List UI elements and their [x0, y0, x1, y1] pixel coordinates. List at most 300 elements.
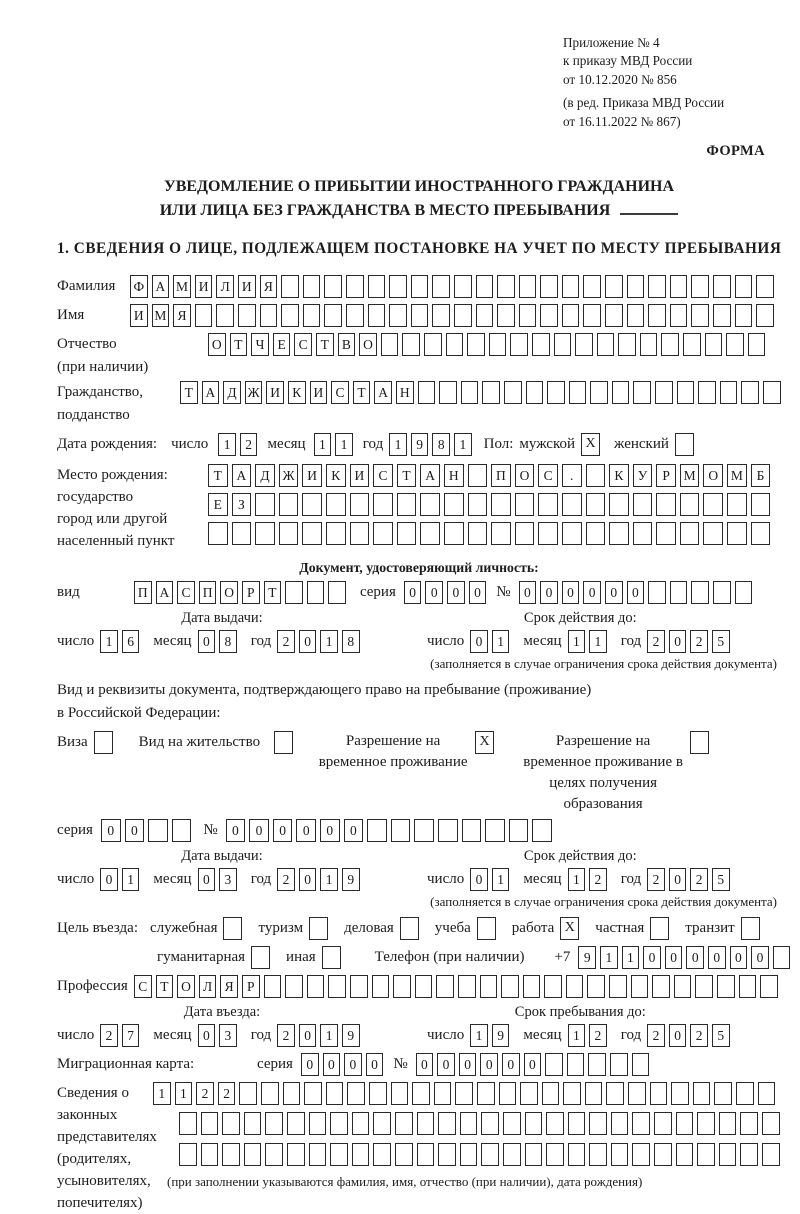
- char-cell[interactable]: [491, 522, 511, 545]
- char-cell[interactable]: [279, 522, 299, 545]
- char-cell[interactable]: [434, 1082, 452, 1105]
- char-cell[interactable]: 0: [198, 868, 216, 891]
- char-cell[interactable]: [583, 275, 601, 298]
- char-cell[interactable]: М: [727, 464, 747, 487]
- char-cell[interactable]: 0: [524, 1053, 542, 1076]
- char-cell[interactable]: К: [326, 464, 346, 487]
- char-cell[interactable]: О: [359, 333, 377, 356]
- char-cell[interactable]: [260, 304, 278, 327]
- char-cell[interactable]: 0: [437, 1053, 455, 1076]
- char-cell[interactable]: А: [156, 581, 174, 604]
- char-cell[interactable]: [720, 381, 738, 404]
- char-cell[interactable]: [446, 333, 464, 356]
- char-cell[interactable]: С: [538, 464, 558, 487]
- char-cell[interactable]: [346, 275, 364, 298]
- char-cell[interactable]: [402, 333, 420, 356]
- char-cell[interactable]: [756, 304, 774, 327]
- char-cell[interactable]: [519, 304, 537, 327]
- char-cell[interactable]: 0: [470, 868, 488, 891]
- char-cell[interactable]: [438, 1143, 456, 1166]
- char-cell[interactable]: [587, 975, 605, 998]
- char-cell[interactable]: [654, 1112, 672, 1135]
- char-cell[interactable]: [458, 975, 476, 998]
- char-cell[interactable]: [328, 581, 346, 604]
- char-cell[interactable]: [661, 333, 679, 356]
- char-cell[interactable]: [432, 304, 450, 327]
- char-cell[interactable]: 0: [669, 1024, 687, 1047]
- char-cell[interactable]: [411, 304, 429, 327]
- char-cell[interactable]: 0: [366, 1053, 384, 1076]
- char-cell[interactable]: [352, 1112, 370, 1135]
- char-cell[interactable]: [489, 333, 507, 356]
- char-cell[interactable]: [540, 275, 558, 298]
- char-cell[interactable]: [526, 381, 544, 404]
- char-cell[interactable]: 0: [751, 946, 769, 969]
- char-cell[interactable]: [491, 493, 511, 516]
- char-cell[interactable]: 1: [218, 433, 236, 456]
- char-cell[interactable]: [389, 275, 407, 298]
- char-cell[interactable]: Е: [208, 493, 228, 516]
- char-cell[interactable]: [179, 1143, 197, 1166]
- char-cell[interactable]: [195, 304, 213, 327]
- char-cell[interactable]: [763, 381, 781, 404]
- char-cell[interactable]: [265, 1143, 283, 1166]
- char-cell[interactable]: П: [199, 581, 217, 604]
- char-cell[interactable]: [287, 1112, 305, 1135]
- char-cell[interactable]: 8: [432, 433, 450, 456]
- char-cell[interactable]: [324, 275, 342, 298]
- char-cell[interactable]: [735, 581, 753, 604]
- char-cell[interactable]: 0: [669, 630, 687, 653]
- char-cell[interactable]: [510, 333, 528, 356]
- char-cell[interactable]: [632, 1143, 650, 1166]
- char-cell[interactable]: [287, 1143, 305, 1166]
- char-cell[interactable]: И: [350, 464, 370, 487]
- char-cell[interactable]: [480, 975, 498, 998]
- char-cell[interactable]: [677, 381, 695, 404]
- char-cell[interactable]: [705, 333, 723, 356]
- char-cell[interactable]: Т: [208, 464, 228, 487]
- char-cell[interactable]: [481, 1143, 499, 1166]
- char-cell[interactable]: [148, 819, 168, 842]
- char-cell[interactable]: [590, 381, 608, 404]
- char-cell[interactable]: [703, 493, 723, 516]
- char-cell[interactable]: 1: [389, 433, 407, 456]
- char-cell[interactable]: [583, 304, 601, 327]
- char-cell[interactable]: [546, 1112, 564, 1135]
- char-cell[interactable]: [589, 1143, 607, 1166]
- char-cell[interactable]: А: [232, 464, 252, 487]
- char-cell[interactable]: [172, 819, 192, 842]
- char-cell[interactable]: [468, 522, 488, 545]
- char-cell[interactable]: [683, 333, 701, 356]
- char-cell[interactable]: О: [703, 464, 723, 487]
- char-cell[interactable]: [585, 1082, 603, 1105]
- visa-checkbox[interactable]: [94, 731, 113, 754]
- char-cell[interactable]: 1: [314, 433, 332, 456]
- char-cell[interactable]: [420, 522, 440, 545]
- char-cell[interactable]: [279, 493, 299, 516]
- char-cell[interactable]: [222, 1112, 240, 1135]
- char-cell[interactable]: [735, 275, 753, 298]
- char-cell[interactable]: А: [152, 275, 170, 298]
- char-cell[interactable]: [330, 1112, 348, 1135]
- char-cell[interactable]: [439, 381, 457, 404]
- char-cell[interactable]: Н: [396, 381, 414, 404]
- char-cell[interactable]: Т: [316, 333, 334, 356]
- char-cell[interactable]: 9: [411, 433, 429, 456]
- char-cell[interactable]: [420, 493, 440, 516]
- char-cell[interactable]: [476, 304, 494, 327]
- char-cell[interactable]: [303, 304, 321, 327]
- char-cell[interactable]: 2: [690, 1024, 708, 1047]
- char-cell[interactable]: 8: [342, 630, 360, 653]
- char-cell[interactable]: [740, 1143, 758, 1166]
- char-cell[interactable]: [239, 1082, 257, 1105]
- char-cell[interactable]: [326, 1082, 344, 1105]
- char-cell[interactable]: [216, 304, 234, 327]
- char-cell[interactable]: [545, 1053, 563, 1076]
- char-cell[interactable]: [627, 304, 645, 327]
- char-cell[interactable]: [586, 493, 606, 516]
- char-cell[interactable]: [432, 275, 450, 298]
- char-cell[interactable]: [568, 1112, 586, 1135]
- char-cell[interactable]: [326, 493, 346, 516]
- char-cell[interactable]: [369, 1082, 387, 1105]
- char-cell[interactable]: 6: [122, 630, 140, 653]
- char-cell[interactable]: [697, 1143, 715, 1166]
- char-cell[interactable]: [444, 522, 464, 545]
- char-cell[interactable]: [395, 1112, 413, 1135]
- char-cell[interactable]: 0: [299, 1024, 317, 1047]
- char-cell[interactable]: [238, 304, 256, 327]
- char-cell[interactable]: [609, 522, 629, 545]
- char-cell[interactable]: 0: [301, 1053, 319, 1076]
- char-cell[interactable]: Н: [444, 464, 464, 487]
- char-cell[interactable]: .: [562, 464, 582, 487]
- char-cell[interactable]: [562, 275, 580, 298]
- char-cell[interactable]: О: [220, 581, 238, 604]
- char-cell[interactable]: 3: [219, 868, 237, 891]
- char-cell[interactable]: Т: [264, 581, 282, 604]
- edu-permit-checkbox[interactable]: [690, 731, 709, 754]
- char-cell[interactable]: [588, 1053, 606, 1076]
- char-cell[interactable]: [611, 1112, 629, 1135]
- char-cell[interactable]: И: [310, 381, 328, 404]
- char-cell[interactable]: [691, 275, 709, 298]
- char-cell[interactable]: В: [338, 333, 356, 356]
- char-cell[interactable]: [244, 1112, 262, 1135]
- char-cell[interactable]: 0: [404, 581, 422, 604]
- char-cell[interactable]: Е: [273, 333, 291, 356]
- char-cell[interactable]: 0: [519, 581, 537, 604]
- char-cell[interactable]: [391, 1082, 409, 1105]
- char-cell[interactable]: С: [373, 464, 393, 487]
- char-cell[interactable]: [540, 304, 558, 327]
- char-cell[interactable]: 2: [589, 868, 607, 891]
- char-cell[interactable]: [477, 1082, 495, 1105]
- char-cell[interactable]: [627, 275, 645, 298]
- char-cell[interactable]: [515, 493, 535, 516]
- char-cell[interactable]: [680, 493, 700, 516]
- char-cell[interactable]: [605, 275, 623, 298]
- char-cell[interactable]: 2: [690, 868, 708, 891]
- char-cell[interactable]: [538, 493, 558, 516]
- char-cell[interactable]: [562, 522, 582, 545]
- char-cell[interactable]: [201, 1112, 219, 1135]
- char-cell[interactable]: 0: [344, 1053, 362, 1076]
- char-cell[interactable]: [525, 1112, 543, 1135]
- char-cell[interactable]: [281, 275, 299, 298]
- char-cell[interactable]: Л: [216, 275, 234, 298]
- char-cell[interactable]: [523, 975, 541, 998]
- char-cell[interactable]: [397, 522, 417, 545]
- char-cell[interactable]: [330, 1143, 348, 1166]
- char-cell[interactable]: [503, 1112, 521, 1135]
- char-cell[interactable]: Р: [656, 464, 676, 487]
- char-cell[interactable]: [680, 522, 700, 545]
- char-cell[interactable]: [751, 522, 771, 545]
- char-cell[interactable]: [504, 381, 522, 404]
- char-cell[interactable]: [760, 975, 778, 998]
- char-cell[interactable]: [373, 1143, 391, 1166]
- char-cell[interactable]: [307, 581, 325, 604]
- char-cell[interactable]: [633, 522, 653, 545]
- char-cell[interactable]: 0: [226, 819, 246, 842]
- char-cell[interactable]: 1: [454, 433, 472, 456]
- char-cell[interactable]: [717, 975, 735, 998]
- char-cell[interactable]: А: [420, 464, 440, 487]
- char-cell[interactable]: [611, 1143, 629, 1166]
- char-cell[interactable]: [656, 522, 676, 545]
- char-cell[interactable]: [697, 1112, 715, 1135]
- char-cell[interactable]: [554, 333, 572, 356]
- char-cell[interactable]: Д: [255, 464, 275, 487]
- char-cell[interactable]: [563, 1082, 581, 1105]
- char-cell[interactable]: [309, 1143, 327, 1166]
- char-cell[interactable]: [597, 333, 615, 356]
- char-cell[interactable]: 2: [589, 1024, 607, 1047]
- purpose-other-checkbox[interactable]: [322, 946, 341, 969]
- char-cell[interactable]: 2: [647, 1024, 665, 1047]
- char-cell[interactable]: [566, 975, 584, 998]
- char-cell[interactable]: [373, 1112, 391, 1135]
- char-cell[interactable]: Л: [199, 975, 217, 998]
- char-cell[interactable]: Я: [260, 275, 278, 298]
- char-cell[interactable]: [395, 1143, 413, 1166]
- char-cell[interactable]: [454, 275, 472, 298]
- char-cell[interactable]: [201, 1143, 219, 1166]
- char-cell[interactable]: [713, 275, 731, 298]
- char-cell[interactable]: [568, 1143, 586, 1166]
- char-cell[interactable]: [628, 1082, 646, 1105]
- char-cell[interactable]: [417, 1112, 435, 1135]
- char-cell[interactable]: 1: [335, 433, 353, 456]
- char-cell[interactable]: [542, 1082, 560, 1105]
- char-cell[interactable]: [713, 581, 731, 604]
- char-cell[interactable]: 1: [122, 868, 140, 891]
- char-cell[interactable]: [499, 1082, 517, 1105]
- char-cell[interactable]: [467, 333, 485, 356]
- char-cell[interactable]: [569, 381, 587, 404]
- char-cell[interactable]: [618, 333, 636, 356]
- char-cell[interactable]: 0: [540, 581, 558, 604]
- char-cell[interactable]: [444, 493, 464, 516]
- char-cell[interactable]: 2: [277, 1024, 295, 1047]
- char-cell[interactable]: [610, 1053, 628, 1076]
- char-cell[interactable]: [303, 275, 321, 298]
- purpose-business-checkbox[interactable]: [223, 917, 242, 940]
- char-cell[interactable]: [562, 493, 582, 516]
- char-cell[interactable]: 0: [686, 946, 704, 969]
- char-cell[interactable]: [648, 581, 666, 604]
- char-cell[interactable]: [719, 1143, 737, 1166]
- char-cell[interactable]: 0: [669, 868, 687, 891]
- char-cell[interactable]: [719, 1112, 737, 1135]
- char-cell[interactable]: 1: [600, 946, 618, 969]
- char-cell[interactable]: [544, 975, 562, 998]
- char-cell[interactable]: [727, 493, 747, 516]
- char-cell[interactable]: [698, 381, 716, 404]
- char-cell[interactable]: 1: [470, 1024, 488, 1047]
- char-cell[interactable]: [373, 522, 393, 545]
- char-cell[interactable]: О: [515, 464, 535, 487]
- char-cell[interactable]: П: [134, 581, 152, 604]
- char-cell[interactable]: [727, 522, 747, 545]
- char-cell[interactable]: 0: [627, 581, 645, 604]
- char-cell[interactable]: 0: [320, 819, 340, 842]
- char-cell[interactable]: Т: [353, 381, 371, 404]
- char-cell[interactable]: [515, 522, 535, 545]
- char-cell[interactable]: [283, 1082, 301, 1105]
- char-cell[interactable]: [751, 493, 771, 516]
- char-cell[interactable]: 0: [502, 1053, 520, 1076]
- char-cell[interactable]: [714, 1082, 732, 1105]
- char-cell[interactable]: П: [491, 464, 511, 487]
- char-cell[interactable]: 1: [568, 868, 586, 891]
- char-cell[interactable]: И: [302, 464, 322, 487]
- purpose-study-checkbox[interactable]: [477, 917, 496, 940]
- char-cell[interactable]: Д: [223, 381, 241, 404]
- char-cell[interactable]: [255, 522, 275, 545]
- char-cell[interactable]: 2: [647, 630, 665, 653]
- char-cell[interactable]: [497, 275, 515, 298]
- char-cell[interactable]: [367, 819, 387, 842]
- sex-male-checkbox[interactable]: X: [581, 433, 600, 456]
- char-cell[interactable]: [324, 304, 342, 327]
- char-cell[interactable]: С: [177, 581, 195, 604]
- char-cell[interactable]: 0: [273, 819, 293, 842]
- char-cell[interactable]: Ж: [279, 464, 299, 487]
- char-cell[interactable]: 1: [320, 630, 338, 653]
- char-cell[interactable]: [762, 1143, 780, 1166]
- char-cell[interactable]: 9: [342, 1024, 360, 1047]
- char-cell[interactable]: [736, 1082, 754, 1105]
- char-cell[interactable]: 8: [219, 630, 237, 653]
- char-cell[interactable]: [656, 493, 676, 516]
- char-cell[interactable]: [713, 304, 731, 327]
- char-cell[interactable]: 2: [218, 1082, 236, 1105]
- char-cell[interactable]: [302, 522, 322, 545]
- char-cell[interactable]: [497, 304, 515, 327]
- char-cell[interactable]: 0: [730, 946, 748, 969]
- char-cell[interactable]: [532, 819, 552, 842]
- char-cell[interactable]: [632, 1053, 650, 1076]
- char-cell[interactable]: [368, 275, 386, 298]
- char-cell[interactable]: [654, 1143, 672, 1166]
- char-cell[interactable]: [650, 1082, 668, 1105]
- char-cell[interactable]: [756, 275, 774, 298]
- char-cell[interactable]: 1: [320, 1024, 338, 1047]
- char-cell[interactable]: 0: [643, 946, 661, 969]
- char-cell[interactable]: [328, 975, 346, 998]
- char-cell[interactable]: [562, 304, 580, 327]
- char-cell[interactable]: [222, 1143, 240, 1166]
- char-cell[interactable]: 9: [342, 868, 360, 891]
- char-cell[interactable]: [612, 381, 630, 404]
- char-cell[interactable]: М: [680, 464, 700, 487]
- char-cell[interactable]: Т: [156, 975, 174, 998]
- char-cell[interactable]: [468, 464, 488, 487]
- char-cell[interactable]: 2: [240, 433, 258, 456]
- char-cell[interactable]: К: [609, 464, 629, 487]
- char-cell[interactable]: [676, 1112, 694, 1135]
- char-cell[interactable]: 1: [568, 1024, 586, 1047]
- char-cell[interactable]: [773, 946, 791, 969]
- char-cell[interactable]: [633, 493, 653, 516]
- char-cell[interactable]: [414, 819, 434, 842]
- char-cell[interactable]: [703, 522, 723, 545]
- char-cell[interactable]: [307, 975, 325, 998]
- char-cell[interactable]: [674, 975, 692, 998]
- char-cell[interactable]: [415, 975, 433, 998]
- char-cell[interactable]: [762, 1112, 780, 1135]
- char-cell[interactable]: [347, 1082, 365, 1105]
- char-cell[interactable]: [567, 1053, 585, 1076]
- purpose-humanitarian-checkbox[interactable]: [251, 946, 270, 969]
- purpose-commercial-checkbox[interactable]: [400, 917, 419, 940]
- char-cell[interactable]: [485, 819, 505, 842]
- char-cell[interactable]: З: [232, 493, 252, 516]
- char-cell[interactable]: Я: [173, 304, 191, 327]
- char-cell[interactable]: [758, 1082, 776, 1105]
- char-cell[interactable]: 1: [153, 1082, 171, 1105]
- char-cell[interactable]: М: [173, 275, 191, 298]
- char-cell[interactable]: 5: [712, 868, 730, 891]
- char-cell[interactable]: 9: [492, 1024, 510, 1047]
- char-cell[interactable]: [411, 275, 429, 298]
- char-cell[interactable]: 2: [196, 1082, 214, 1105]
- char-cell[interactable]: 0: [470, 630, 488, 653]
- char-cell[interactable]: 2: [277, 868, 295, 891]
- char-cell[interactable]: [609, 493, 629, 516]
- char-cell[interactable]: Т: [397, 464, 417, 487]
- purpose-work-checkbox[interactable]: X: [560, 917, 579, 940]
- char-cell[interactable]: [476, 275, 494, 298]
- char-cell[interactable]: С: [134, 975, 152, 998]
- char-cell[interactable]: 0: [425, 581, 443, 604]
- char-cell[interactable]: 0: [100, 868, 118, 891]
- char-cell[interactable]: [632, 1112, 650, 1135]
- sex-female-checkbox[interactable]: [675, 433, 694, 456]
- char-cell[interactable]: [648, 304, 666, 327]
- char-cell[interactable]: [648, 275, 666, 298]
- char-cell[interactable]: 0: [665, 946, 683, 969]
- char-cell[interactable]: Т: [230, 333, 248, 356]
- char-cell[interactable]: Р: [242, 975, 260, 998]
- char-cell[interactable]: [547, 381, 565, 404]
- char-cell[interactable]: [695, 975, 713, 998]
